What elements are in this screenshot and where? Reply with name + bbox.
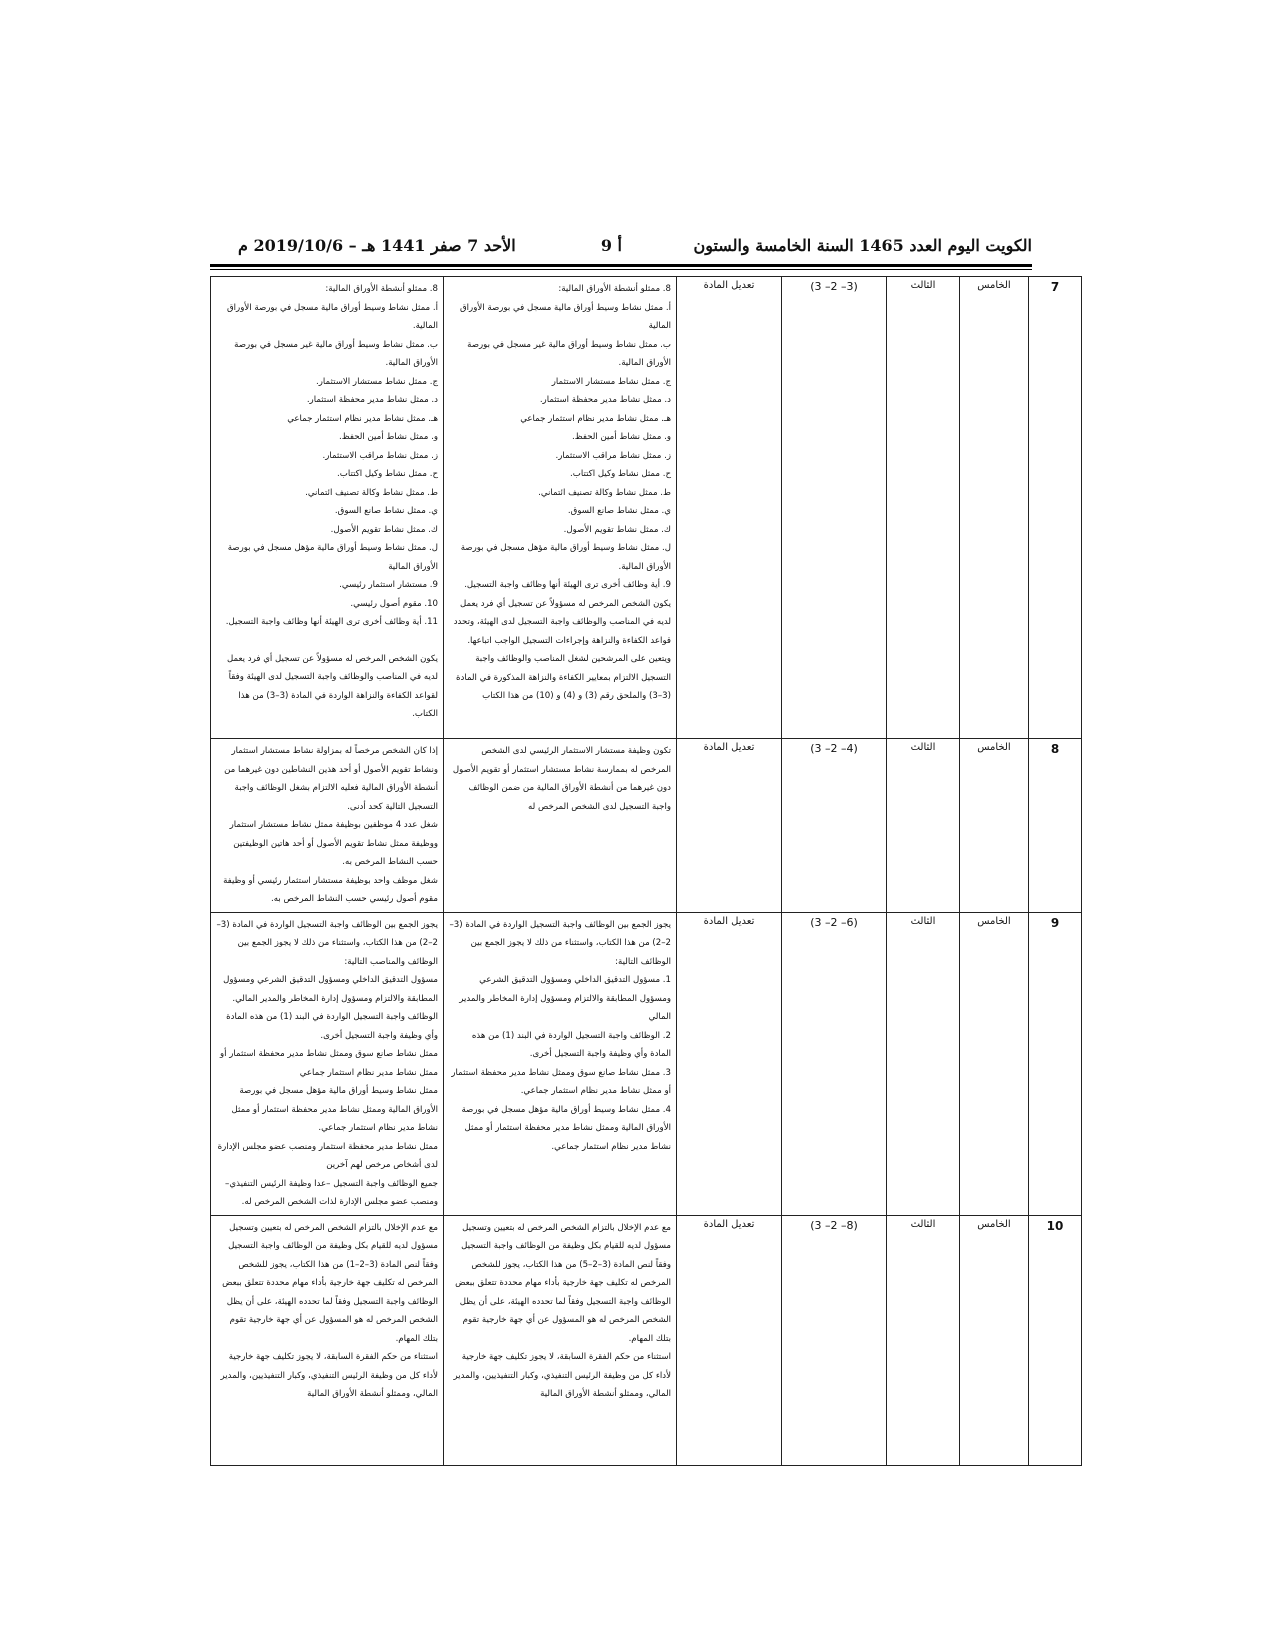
text-line: ج. ممثل نشاط مستشار الاستثمار [551,376,671,387]
text-line: ي. ممثل نشاط صانع السوق. [334,506,438,516]
text-line: ط. ممثل نشاط وكالة تصنيف ائتماني. [538,487,671,498]
amendment-type-cell: تعديل المادة [677,739,782,913]
text-line: تكون وظيفة مستشار الاستثمار الرئيسي لدى الشخص المرخص له بممارسة نشاط مستشار استثمار أو تقويم الأصول دون غيرهما من أنشطة الأوراق المالية من ضمن الوظائف واجبة التسجيل لدى الشخص المرخص له [452,746,671,812]
header-rule [210,264,1032,267]
text-line: يكون الشخص المرخص له مسؤولاً عن تسجيل أي فرد يعمل لديه في المناصب والوظائف واجبة التسجيل لدى الهيئة وفقاً لقواعد الكفاءة والنزاهة الواردة في المادة (3–3) من هذا الكتاب. [227,653,438,719]
text-line: ممثل نشاط وسيط أوراق مالية مؤهل مسجل في بورصة الأوراق المالية وممثل نشاط مدير محفظة استثمار أو ممثل نشاط مدير نظام استثمار جماعي. [231,1086,438,1133]
article-cell: (3 –2 –6) [782,912,887,1215]
text-line: ج. ممثل نشاط مستشار الاستثمار. [316,376,438,387]
text-line: ل. ممثل نشاط وسيط أوراق مالية مؤهل مسجل في بورصة الأوراق المالية. [460,543,671,572]
text-line: 10. مقوم أصول رئيسي. [350,598,438,609]
text-line: 3. ممثل نشاط صانع سوق وممثل نشاط مدير محفظة استثمار أو ممثل نشاط مدير نظام استثمار جماعي. [451,1067,671,1096]
article-cell: (3 –2 –8) [782,1215,887,1465]
gazette-issue-info: الكويت اليوم العدد 1465 السنة الخامسة والستون [693,236,1032,255]
header-rule-thin [210,269,1032,270]
text-line: مع عدم الإخلال بالتزام الشخص المرخص له بتعيين وتسجيل مسؤول لديه للقيام بكل وظيفة من الوظائف واجبة التسجيل وفقاً لنص المادة (3–2–1) من هذا الكتاب، يجوز للشخص المرخص له تكليف جهة خارجية بأداء مهام محددة تتعلق ببعض الوظائف واجبة التسجيل وفقاً لما تحدده الهيئة، على أن يظل الشخص المرخص له هو المسؤول عن أي جهة خارجية تقوم بتلك المهام. [222,1222,438,1344]
text-line: ح. ممثل نشاط وكيل اكتتاب. [337,469,438,479]
amendment-type-cell: تعديل المادة [677,277,782,739]
text-line: 1. مسؤول التدقيق الداخلي ومسؤول التدقيق الشرعي ومسؤول المطابقة والالتزام ومسؤول إدارة المخاطر والمدير المالي [459,975,671,1022]
chapter-cell: الثالث [887,739,960,913]
text-line: الوظائف واجبة التسجيل الواردة في البند (1) من هذه المادة وأي وظيفة واجبة التسجيل أخرى. [226,1012,438,1041]
original-text-cell [211,739,444,913]
text-line: إذا كان الشخص مرخصاً له بمزاولة نشاط مستشار استثمار ونشاط تقويم الأصول أو أحد هذين النشاطين دون غيرهما من أنشطة الأوراق المالية فعليه الالتزام بشغل الوظائف واجبة التسجيل التالية كحد أدنى. [224,746,438,812]
amended-text-cell [444,912,677,1215]
text-line: استثناء من حكم الفقرة السابقة، لا يجوز تكليف جهة خارجية لأداء كل من وظيفة الرئيس التنفيذي، وكبار التنفيذيين، والمدير المالي، وممثلو أنشطة الأوراق المالية [453,1352,671,1399]
table-row [211,277,1082,739]
text-line: ك. ممثل نشاط تقويم الأصول. [330,524,438,535]
text-line: يجوز الجمع بين الوظائف واجبة التسجيل الواردة في المادة (3–2–2) من هذا الكتاب، واستثناء من ذلك لا يجوز الجمع بين الوظائف التالية: [449,919,671,967]
text-line: هـ. ممثل نشاط مدير نظام استثمار جماعي [287,413,438,424]
text-line: شغل عدد 4 موظفين بوظيفة ممثل نشاط مستشار استثمار ووظيفة ممثل نشاط تقويم الأصول أو أحد هاتين الوظيفتين حسب النشاط المرخص به. [229,820,438,867]
amendment-type-cell: تعديل المادة [677,912,782,1215]
text-line: مع عدم الإخلال بالتزام الشخص المرخص له بتعيين وتسجيل مسؤول لديه للقيام بكل وظيفة من الوظائف واجبة التسجيل وفقاً لنص المادة (3–2–5) من هذا الكتاب، يجوز للشخص المرخص له تكليف جهة خارجية بأداء مهام محددة تتعلق ببعض الوظائف واجبة التسجيل وفقاً لما تحدده الهيئة، على أن يظل الشخص المرخص له هو المسؤول عن أي جهة خارجية تقوم بتلك المهام. [455,1222,671,1344]
amendment-type-cell: تعديل المادة [677,1215,782,1465]
chapter-cell: الثالث [887,277,960,739]
amended-text-cell [444,277,677,739]
amendments-table [210,276,1082,1466]
original-text-cell [211,912,444,1215]
issue-date: الأحد 7 صفر 1441 هـ – 2019/10/6 م [238,236,516,255]
text-line: يكون الشخص المرخص له مسؤولاً عن تسجيل أي فرد يعمل لديه في المناصب والوظائف واجبة التسجيل لدى الهيئة، وتحدد قواعد الكفاءة والنزاهة وإجراءات التسجيل الواجب اتباعها. ويتعين على المرشحين لشغل المناصب والوظائف واجبة التسجيل الالتزام بمعايير الكفاءة والنزاهة المذكورة في المادة (3–3) والملحق رقم (3) و (4) و (10) من هذا الكتاب [453,598,671,701]
text-line: 8. ممثلو أنشطة الأوراق المالية: [325,284,438,294]
page-number: أ 9 [600,236,622,255]
table-row [211,1215,1082,1465]
part-cell: الخامس [960,277,1029,739]
article-cell: (3 –2 –4) [782,739,887,913]
text-line: ز. ممثل نشاط مراقب الاستثمار. [322,450,438,461]
text-line: ب. ممثل نشاط وسيط أوراق مالية غير مسجل في بورصة الأوراق المالية. [234,339,438,368]
table-row [211,739,1082,913]
text-line: د. ممثل نشاط مدير محفظة استثمار. [306,395,438,405]
text-line: أ. ممثل نشاط وسيط أوراق مالية مسجل في بورصة الأوراق المالية. [226,302,438,331]
text-line: 4. ممثل نشاط وسيط أوراق مالية مؤهل مسجل في بورصة الأوراق المالية وممثل نشاط مدير محفظة استثمار أو ممثل نشاط مدير نظام استثمار جماعي. [461,1104,671,1152]
text-line: ممثل نشاط مدير محفظة استثمار ومنصب عضو مجلس الإدارة لدى أشخاص مرخص لهم آخرين [217,1141,438,1170]
text-line: استثناء من حكم الفقرة السابقة، لا يجوز تكليف جهة خارجية لأداء كل من وظيفة الرئيس التنفيذي، وكبار التنفيذيين، والمدير المالي، وممثلو أنشطة الأوراق المالية [220,1352,438,1399]
article-cell: (3 –2 –3) [782,277,887,739]
text-line: هـ. ممثل نشاط مدير نظام استثمار جماعي [520,413,671,424]
text-line: أ. ممثل نشاط وسيط أوراق مالية مسجل في بورصة الأوراق المالية [459,302,671,331]
amended-text-cell [444,1215,677,1465]
row-number: 10 [1029,1215,1082,1465]
amended-text-cell [444,739,677,913]
text-line: ل. ممثل نشاط وسيط أوراق مالية مؤهل مسجل في بورصة الأوراق المالية [227,543,438,572]
table-row [211,912,1082,1215]
text-line: 11. أية وظائف أخرى ترى الهيئة أنها وظائف واجبة التسجيل. [225,617,438,627]
row-number: 9 [1029,912,1082,1215]
text-line: ي. ممثل نشاط صانع السوق. [567,506,671,516]
text-line: 9. أية وظائف أخرى ترى الهيئة أنها وظائف واجبة التسجيل. [464,580,671,590]
row-number: 7 [1029,277,1082,739]
text-line: ط. ممثل نشاط وكالة تصنيف ائتماني. [305,487,438,498]
row-number: 8 [1029,739,1082,913]
text-line: ك. ممثل نشاط تقويم الأصول. [563,524,671,535]
text-line: و. ممثل نشاط أمين الحفظ. [338,432,438,442]
text-line: شغل موظف واحد بوظيفة مستشار استثمار رئيسي أو وظيفة مقوم أصول رئيسي حسب النشاط المرخص به. [223,875,438,904]
part-cell: الخامس [960,739,1029,913]
text-line: 2. الوظائف واجبة التسجيل الواردة في البند (1) من هذه المادة وأي وظيفة واجبة التسجيل أخرى. [471,1030,671,1059]
original-text-cell [211,1215,444,1465]
text-line: د. ممثل نشاط مدير محفظة استثمار. [539,395,671,405]
text-line: يجوز الجمع بين الوظائف واجبة التسجيل الواردة في المادة (3–2–2) من هذا الكتاب، واستثناء من ذلك لا يجوز الجمع بين الوظائف والمناصب التالية: [216,919,438,967]
part-cell: الخامس [960,912,1029,1215]
text-line: 8. ممثلو أنشطة الأوراق المالية: [558,284,671,294]
chapter-cell: الثالث [887,912,960,1215]
text-line: جميع الوظائف واجبة التسجيل –عدا وظيفة الرئيس التنفيذي– ومنصب عضو مجلس الإدارة لذات الشخص المرخص له. [225,1178,438,1207]
text-line: ب. ممثل نشاط وسيط أوراق مالية غير مسجل في بورصة الأوراق المالية. [467,339,671,368]
text-line: مسؤول التدقيق الداخلي ومسؤول التدقيق الشرعي ومسؤول المطابقة والالتزام ومسؤول إدارة المخاطر والمدير المالي. [223,975,438,1004]
page-header [210,236,1032,262]
text-line: و. ممثل نشاط أمين الحفظ. [571,432,671,442]
text-line: ز. ممثل نشاط مراقب الاستثمار. [555,450,671,461]
text-line: ممثل نشاط صانع سوق وممثل نشاط مدير محفظة استثمار أو ممثل نشاط مدير نظام استثمار جماعي [220,1049,438,1078]
original-text-cell [211,277,444,739]
part-cell: الخامس [960,1215,1029,1465]
chapter-cell: الثالث [887,1215,960,1465]
text-line: ح. ممثل نشاط وكيل اكتتاب. [570,469,671,479]
text-line: 9. مستشار استثمار رئيسي. [339,580,438,590]
